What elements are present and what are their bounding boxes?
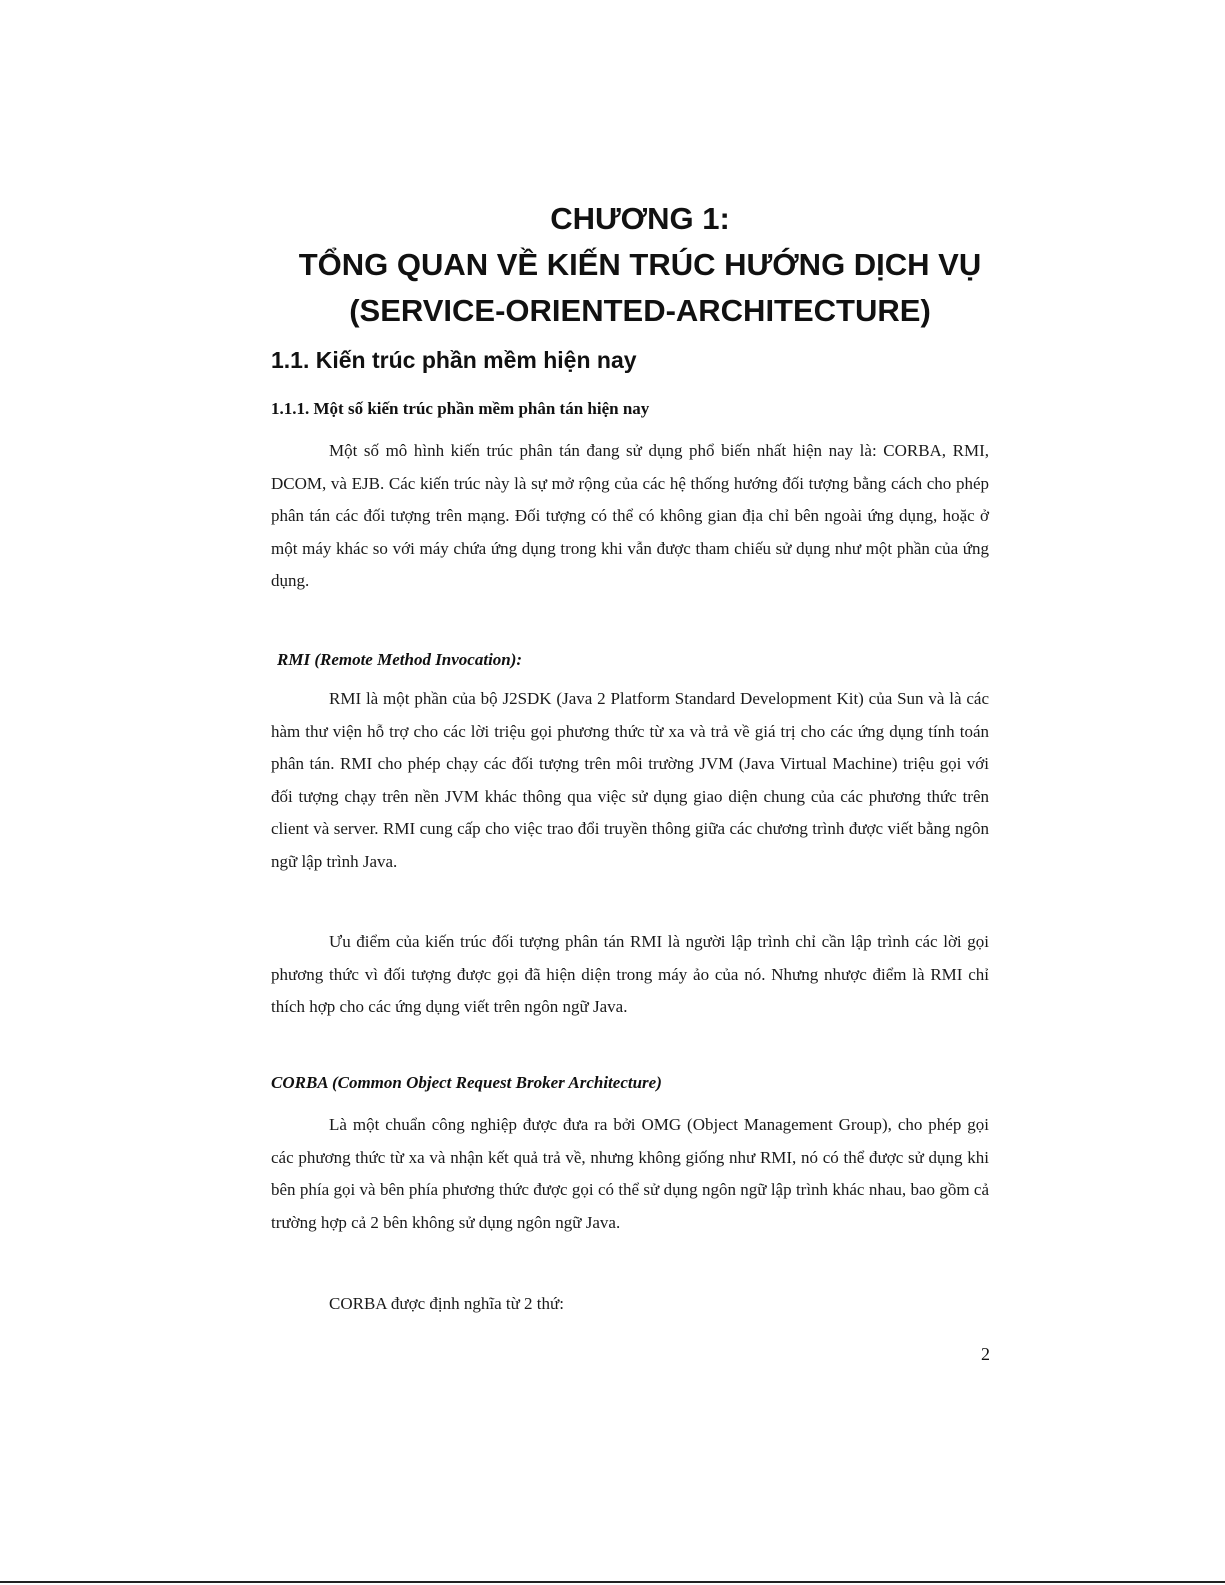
intro-paragraph: Một số mô hình kiến trúc phân tán đang sử dụng phổ biến nhất hiện nay là: CORBA, RMI, DCOM, và EJB. Các kiến trúc này là sự mở rộng của các hệ thống hướng đối tượng bằng cách cho phép phân tán các đối tượng trên mạng. Đối tượng có thể có không gian địa chỉ bên ngoài ứng dụng, hoặc ở một máy khác so với máy chứa ứng dụng trong khi vẫn được tham chiếu sử dụng như một phần của ứng dụng. <box>271 441 989 591</box>
chapter-title: TỔNG QUAN VỀ KIẾN TRÚC HƯỚNG DỊCH VỤ <box>298 247 982 282</box>
subsection-heading: 1.1.1. Một số kiến trúc phần mềm phân tán hiện nay <box>271 399 650 418</box>
chapter-subtitle: (SERVICE-ORIENTED-ARCHITECTURE) <box>349 293 931 328</box>
page-number: 2 <box>981 1344 990 1364</box>
section-heading: 1.1. Kiến trúc phần mềm hiện nay <box>271 347 637 373</box>
bottom-border-line <box>0 1581 1225 1583</box>
corba-paragraph-2: CORBA được định nghĩa từ 2 thứ: <box>329 1294 564 1313</box>
rmi-paragraph-1: RMI là một phần của bộ J2SDK (Java 2 Platform Standard Development Kit) của Sun và là các hàm thư viện hỗ trợ cho các lời triệu gọi phương thức từ xa và trả về giá trị cho các ứng dụng tính toán phân tán. RMI cho phép chạy các đối tượng trên môi trường JVM (Java Virtual Machine) triệu gọi với đối tượng chạy trên nền JVM khác thông qua việc sử dụng giao diện chung của các phương thức trên client và server. RMI cung cấp cho việc trao đổi truyền thông giữa các chương trình được viết bằng ngôn ngữ lập trình Java. <box>271 689 989 871</box>
rmi-paragraph-2: Ưu điểm của kiến trúc đối tượng phân tán RMI là người lập trình chỉ cần lập trình các lời gọi phương thức vì đối tượng được gọi đã hiện diện trong máy ảo của nó. Nhưng nhược điểm là RMI chỉ thích hợp cho các ứng dụng viết trên ngôn ngữ Java. <box>271 932 989 1017</box>
chapter-heading <box>230 196 1050 334</box>
chapter-number: CHƯƠNG 1: <box>550 201 730 236</box>
corba-heading: CORBA (Common Object Request Broker Architecture) <box>271 1073 662 1092</box>
rmi-heading: RMI (Remote Method Invocation): <box>277 650 523 669</box>
corba-paragraph-1: Là một chuẩn công nghiệp được đưa ra bởi OMG (Object Management Group), cho phép gọi các phương thức từ xa và nhận kết quả trả về, nhưng không giống như RMI, nó có thể được sử dụng khi bên phía gọi và bên phía phương thức được gọi có thể sử dụng ngôn ngữ lập trình khác nhau, bao gồm cả trường hợp cả 2 bên không sử dụng ngôn ngữ Java. <box>271 1115 989 1232</box>
